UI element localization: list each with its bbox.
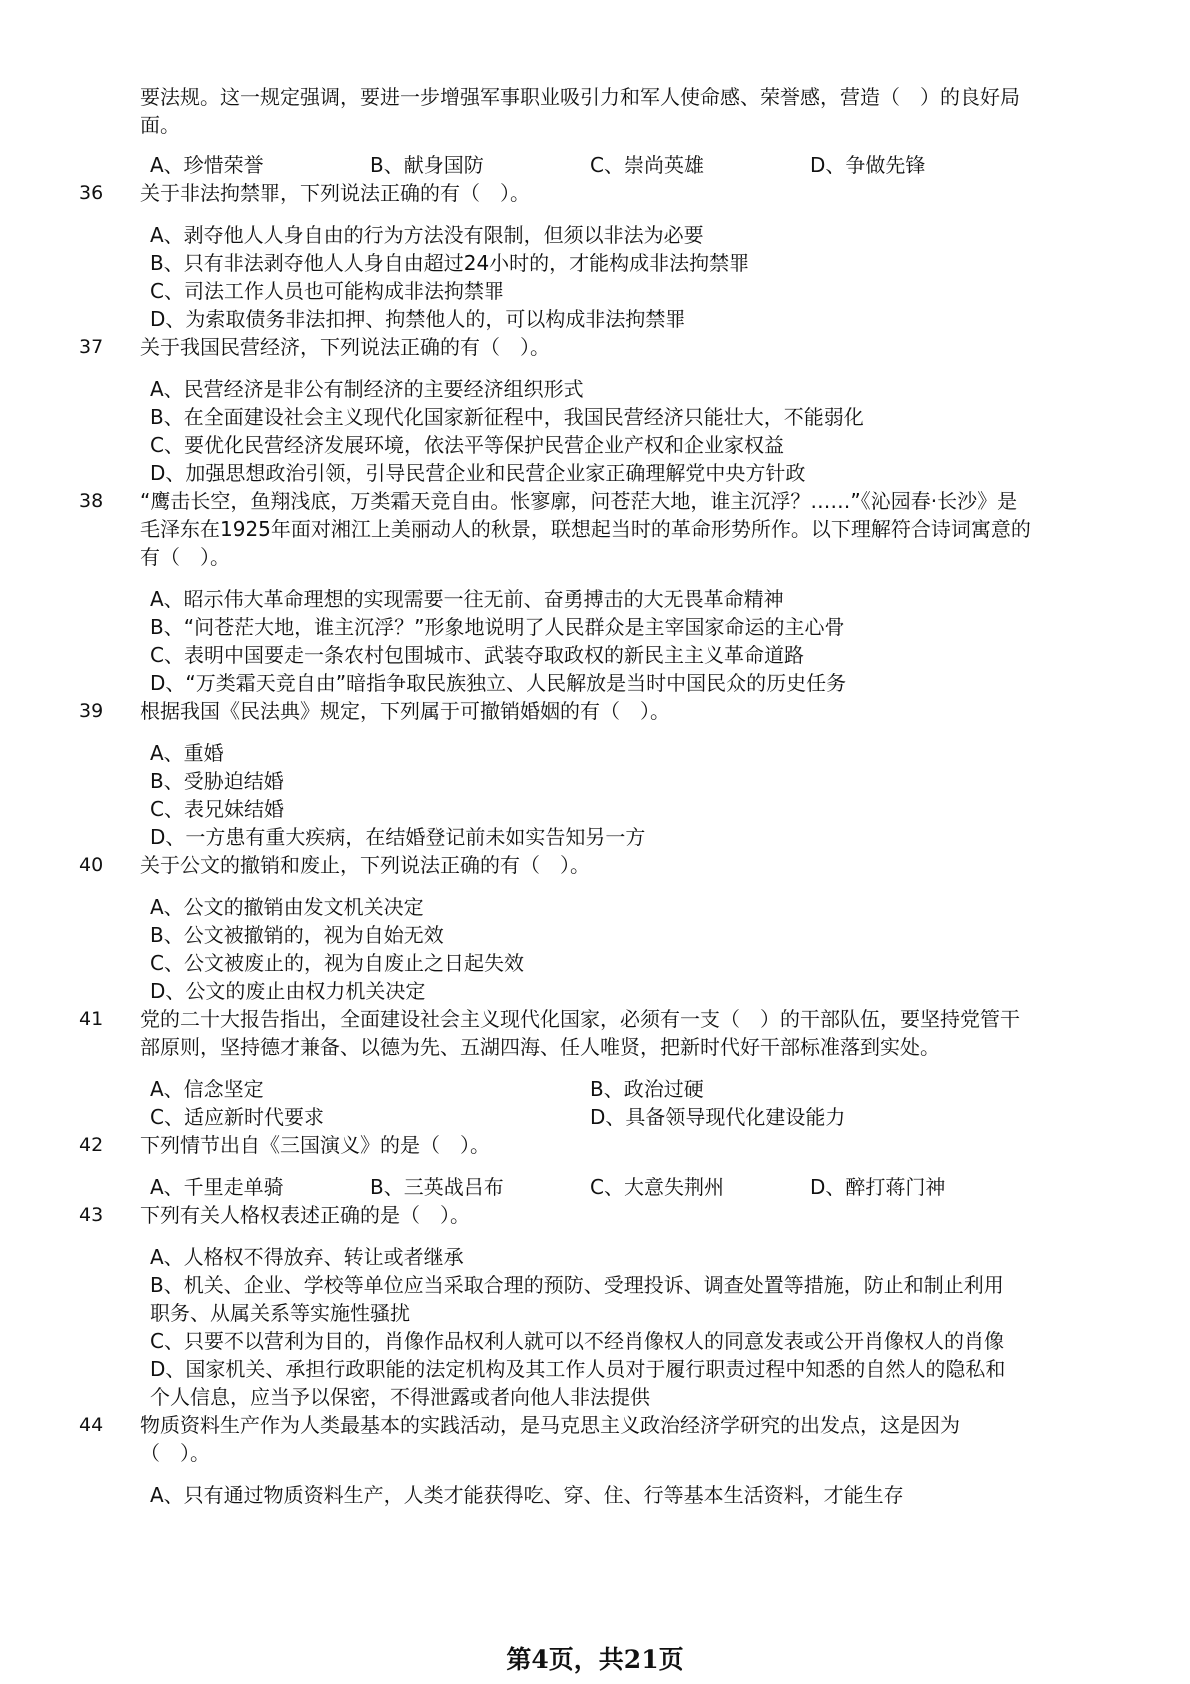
- question-text: 根据我国《民法典》规定，下列属于可撤销婚姻的有（ ）。: [140, 699, 670, 723]
- option: A、只有通过物质资料生产，人类才能获得吃、穿、住、行等基本生活资料，才能生存: [150, 1483, 904, 1507]
- option: A、剥夺他人人身自由的行为方法没有限制，但须以非法为必要: [150, 223, 704, 247]
- option: C、表兄妹结婚: [150, 797, 284, 821]
- option: B、只有非法剥夺他人人身自由超过24小时的，才能构成非法拘禁罪: [150, 251, 750, 275]
- question-text: 有（ ）。: [140, 545, 230, 569]
- question-number: 44: [79, 1414, 104, 1436]
- question-text: 关于我国民营经济，下列说法正确的有（ ）。: [140, 335, 550, 359]
- option: C、要优化民营经济发展环境，依法平等保护民营企业产权和企业家权益: [150, 433, 784, 457]
- question-number: 42: [79, 1134, 104, 1156]
- question-text: 下列情节出自《三国演义》的是（ ）。: [140, 1133, 490, 1157]
- option: C、司法工作人员也可能构成非法拘禁罪: [150, 279, 504, 303]
- option: 个人信息，应当予以保密，不得泄露或者向他人非法提供: [150, 1385, 650, 1409]
- question-number: 36: [79, 182, 104, 204]
- option: B、公文被撤销的，视为自始无效: [150, 923, 444, 947]
- question-text: 关于非法拘禁罪，下列说法正确的有（ ）。: [140, 181, 530, 205]
- question-number: 40: [79, 854, 104, 876]
- question-text: 下列有关人格权表述正确的是（ ）。: [140, 1203, 470, 1227]
- intro-line-2: 面。: [140, 113, 180, 137]
- option: B、机关、企业、学校等单位应当采取合理的预防、受理投诉、调查处置等措施，防止和制止利用: [150, 1273, 1004, 1297]
- option: A、民营经济是非公有制经济的主要经济组织形式: [150, 377, 584, 401]
- option: A、人格权不得放弃、转让或者继承: [150, 1245, 464, 1269]
- question-text: “鹰击长空，鱼翔浅底，万类霜天竞自由。怅寥廓，问苍茫大地，谁主沉浮？……”《沁园春·长沙》是: [140, 489, 1018, 513]
- option: A、公文的撤销由发文机关决定: [150, 895, 424, 919]
- option: A、昭示伟大革命理想的实现需要一往无前、奋勇搏击的大无畏革命精神: [150, 587, 784, 611]
- question-text: 党的二十大报告指出，全面建设社会主义现代化国家，必须有一支（ ）的干部队伍，要坚持党管干: [140, 1007, 1020, 1031]
- option: 职务、从属关系等实施性骚扰: [150, 1301, 410, 1325]
- option: D、“万类霜天竞自由”暗指争取民族独立、人民解放是当时中国民众的历史任务: [150, 671, 847, 695]
- option: D、醉打蒋门神: [810, 1175, 946, 1199]
- question-number: 41: [79, 1008, 104, 1030]
- option: C、只要不以营利为目的，肖像作品权利人就可以不经肖像权人的同意发表或公开肖像权人的肖像: [150, 1329, 1004, 1353]
- option: C、大意失荆州: [590, 1175, 724, 1199]
- option: D、一方患有重大疾病，在结婚登记前未如实告知另一方: [150, 825, 646, 849]
- option: D、具备领导现代化建设能力: [590, 1105, 846, 1129]
- option: C、公文被废止的，视为自废止之日起失效: [150, 951, 524, 975]
- option: D、为索取债务非法扣押、拘禁他人的，可以构成非法拘禁罪: [150, 307, 686, 331]
- question-text: 关于公文的撤销和废止，下列说法正确的有（ ）。: [140, 853, 590, 877]
- question-number: 43: [79, 1204, 104, 1226]
- option: D、争做先锋: [810, 153, 926, 177]
- question-number: 37: [79, 336, 104, 358]
- option: C、崇尚英雄: [590, 153, 704, 177]
- option: D、国家机关、承担行政职能的法定机构及其工作人员对于履行职责过程中知悉的自然人的隐私和: [150, 1357, 1006, 1381]
- option: A、重婚: [150, 741, 224, 765]
- intro-line-1: 要法规。这一规定强调，要进一步增强军事职业吸引力和军人使命感、荣誉感，营造（ ）的良好局: [140, 85, 1020, 109]
- question-text: 毛泽东在1925年面对湘江上美丽动人的秋景，联想起当时的革命形势所作。以下理解符合诗词寓意的: [140, 517, 1031, 541]
- option: B、“问苍茫大地，谁主沉浮？”形象地说明了人民群众是主宰国家命运的主心骨: [150, 615, 845, 639]
- option: B、政治过硬: [590, 1077, 704, 1101]
- question-text: 物质资料生产作为人类最基本的实践活动，是马克思主义政治经济学研究的出发点，这是因为: [140, 1413, 960, 1437]
- option: D、公文的废止由权力机关决定: [150, 979, 426, 1003]
- option: B、三英战吕布: [370, 1175, 504, 1199]
- question-number: 38: [79, 490, 104, 512]
- option: A、信念坚定: [150, 1077, 264, 1101]
- option: B、受胁迫结婚: [150, 769, 284, 793]
- option: A、千里走单骑: [150, 1175, 284, 1199]
- option: B、献身国防: [370, 153, 484, 177]
- option: C、表明中国要走一条农村包围城市、武装夺取政权的新民主主义革命道路: [150, 643, 804, 667]
- question-text: 部原则，坚持德才兼备、以德为先、五湖四海、任人唯贤，把新时代好干部标准落到实处。: [140, 1035, 940, 1059]
- question-number: 39: [79, 700, 104, 722]
- page-footer: 第4页，共21页: [506, 1645, 684, 1674]
- option: B、在全面建设社会主义现代化国家新征程中，我国民营经济只能壮大，不能弱化: [150, 405, 864, 429]
- question-text: （ ）。: [140, 1441, 210, 1465]
- option: A、珍惜荣誉: [150, 153, 264, 177]
- option: D、加强思想政治引领，引导民营企业和民营企业家正确理解党中央方针政: [150, 461, 806, 485]
- option: C、适应新时代要求: [150, 1105, 324, 1129]
